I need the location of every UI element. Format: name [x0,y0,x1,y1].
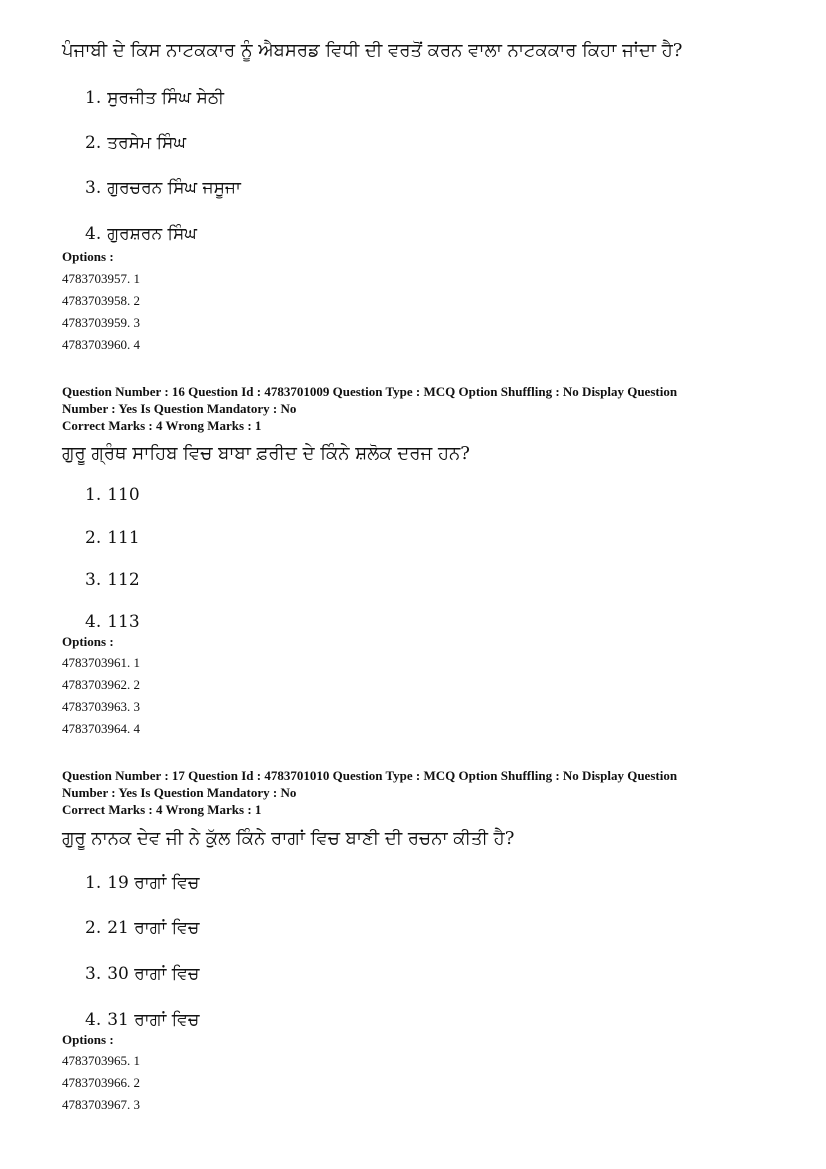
question-meta-line: Number : Yes Is Question Mandatory : No [62,401,297,416]
option-id-row: 4783703957. 1 [62,271,140,286]
choice-number: 3. [85,570,102,590]
option-id-row: 4783703966. 2 [62,1075,140,1090]
choice-number: 2. [85,133,102,153]
choice-number: 1. [85,873,102,893]
choice-text: 110 [107,485,140,505]
option-id-row: 4783703964. 4 [62,721,140,736]
choice-text: 111 [107,528,140,548]
choice-number: 1. [85,485,102,505]
question-meta [62,767,772,818]
choice-number: 4. [85,224,102,244]
choice-item [85,222,197,246]
choice-text: 31 ਰਾਗਾਂ ਵਿਚ [107,1010,200,1030]
choice-item [85,916,199,940]
choice-text: ਤਰਸੇਮ ਸਿੰਘ [107,133,187,153]
choice-number: 2. [85,918,102,938]
question-meta-line: Question Number : 17 Question Id : 4783701010 Question Type : MCQ Option Shuffling : No Display Question [62,768,678,783]
question-meta-line: Number : Yes Is Question Mandatory : No [62,785,297,800]
option-id-row: 4783703961. 1 [62,655,140,670]
choice-text: 30 ਰਾਗਾਂ ਵਿਚ [107,964,200,984]
option-id-row: 4783703967. 3 [62,1097,140,1112]
option-id-row: 4783703965. 1 [62,1053,140,1068]
choice-text: 21 ਰਾਗਾਂ ਵਿਚ [107,918,200,938]
choice-item [85,962,199,986]
question-text: ਗੁਰੂ ਨਾਨਕ ਦੇਵ ਜੀ ਨੇ ਕੁੱਲ ਕਿੰਨੇ ਰਾਗਾਂ ਵਿਚ ਬਾਣੀ ਦੀ ਰਚਨਾ ਕੀਤੀ ਹੈ? [62,828,515,849]
choice-text: 112 [107,570,140,590]
choice-item [85,568,140,592]
question-meta-line: Correct Marks : 4 Wrong Marks : 1 [62,418,262,433]
choice-number: 4. [85,1010,102,1030]
options-label: Options : [62,249,114,264]
choice-number: 2. [85,528,102,548]
question-meta [62,383,772,434]
choice-item [85,131,186,155]
choice-number: 4. [85,612,102,632]
choice-text: ਗੁਰਚਰਨ ਸਿੰਘ ਜਸੂਜਾ [107,178,241,198]
choice-text: ਗੁਰਸ਼ਰਨ ਸਿੰਘ [107,224,197,244]
option-id-row: 4783703960. 4 [62,337,140,352]
question-text: ਗੁਰੂ ਗ੍ਰੰਥ ਸਾਹਿਬ ਵਿਚ ਬਾਬਾ ਫ਼ਰੀਦ ਦੇ ਕਿੰਨੇ ਸ਼ਲੋਕ ਦਰਜ ਹਨ? [62,443,470,464]
options-label: Options : [62,1032,114,1047]
question-text: ਪੰਜਾਬੀ ਦੇ ਕਿਸ ਨਾਟਕਕਾਰ ਨੂੰ ਐਬਸਰਡ ਵਿਧੀ ਦੀ ਵਰਤੋਂ ਕਰਨ ਵਾਲਾ ਨਾਟਕਕਾਰ ਕਿਹਾ ਜਾਂਦਾ ਹੈ? [62,40,683,61]
question-meta-line: Question Number : 16 Question Id : 4783701009 Question Type : MCQ Option Shuffling : No Display Question [62,384,678,399]
option-id-row: 4783703958. 2 [62,293,140,308]
option-id-row: 4783703959. 3 [62,315,140,330]
choice-number: 3. [85,178,102,198]
choice-text: ਸੁਰਜੀਤ ਸਿੰਘ ਸੇਠੀ [107,88,225,108]
choice-item [85,483,140,507]
choice-item [85,86,224,110]
choice-number: 1. [85,88,102,108]
choice-item [85,871,199,895]
choice-text: 113 [107,612,140,632]
option-id-row: 4783703963. 3 [62,699,140,714]
option-id-row: 4783703962. 2 [62,677,140,692]
choice-item [85,610,140,634]
choice-item [85,176,241,200]
choice-item [85,1008,199,1032]
choice-number: 3. [85,964,102,984]
choice-item [85,526,140,550]
choice-text: 19 ਰਾਗਾਂ ਵਿਚ [107,873,200,893]
options-label: Options : [62,634,114,649]
question-meta-line: Correct Marks : 4 Wrong Marks : 1 [62,802,262,817]
